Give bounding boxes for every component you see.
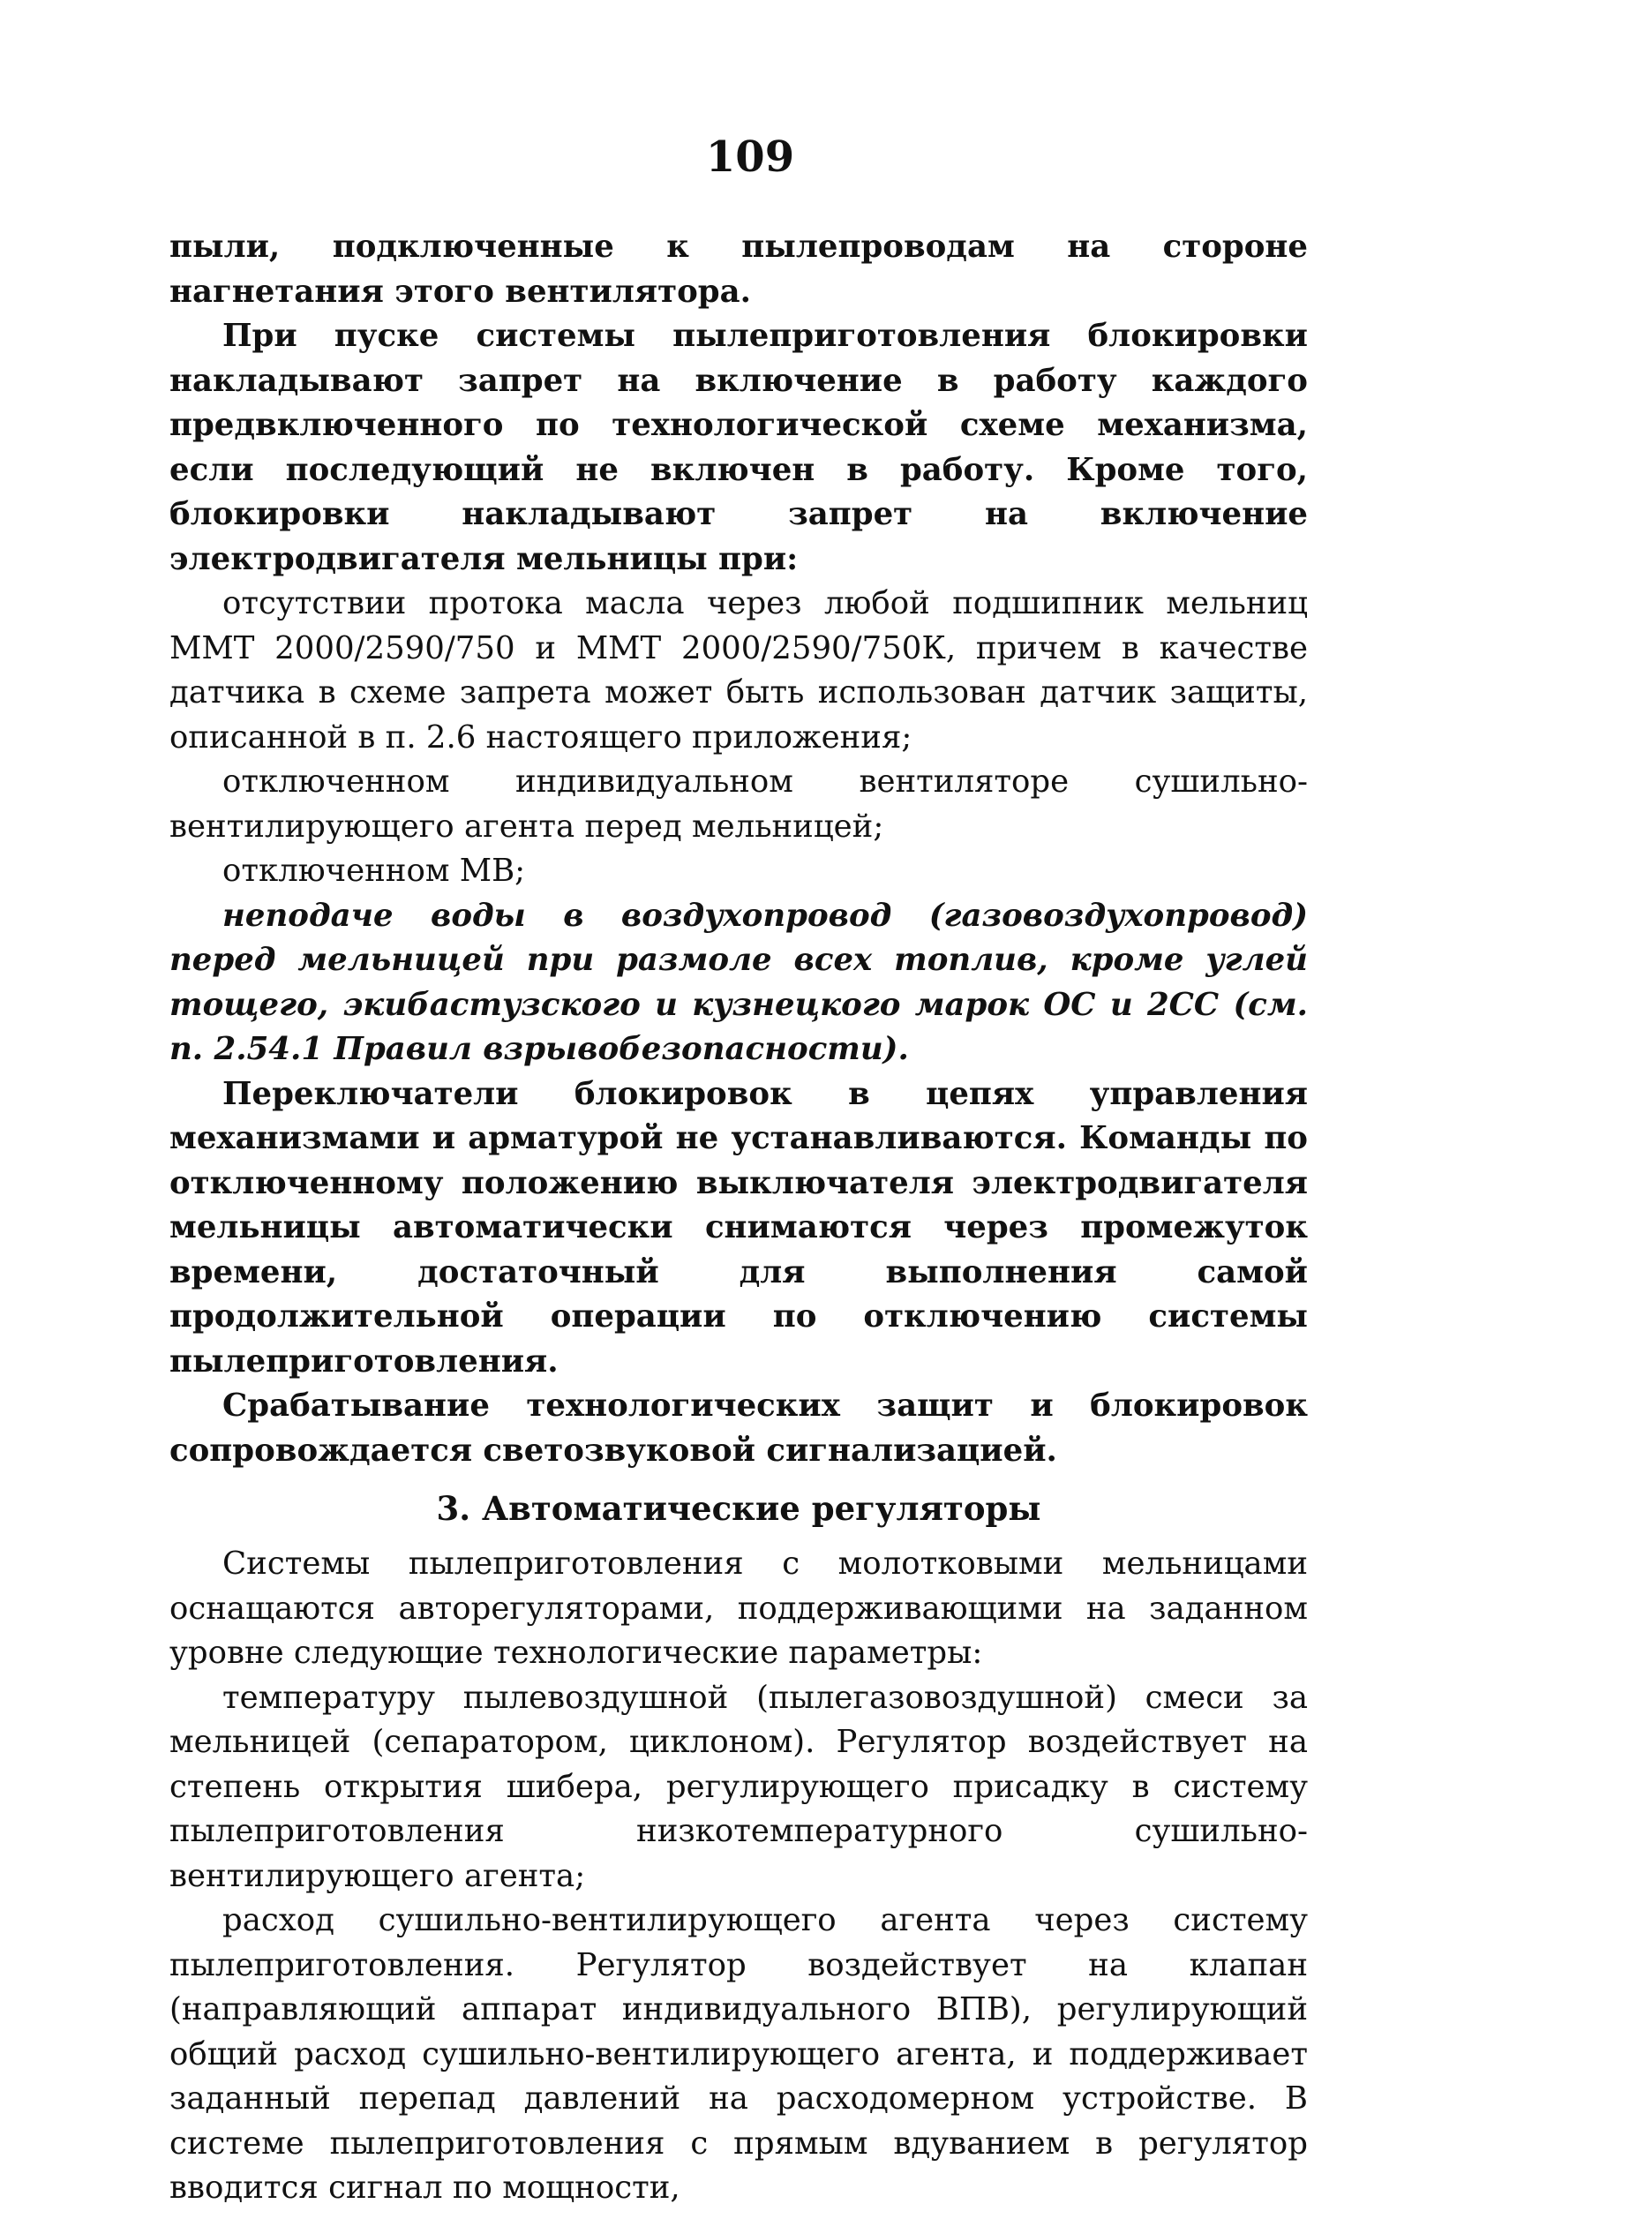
list-item: неподаче воды в воздухопровод (газовоздухопровод) перед мельницей при размоле всех топлив, кроме углей тощего, экибастузского и кузнецкого марок ОС и 2СС (см. п. 2.54.1 Правил взрывобезопасности). — [169, 897, 1308, 1067]
paragraph: Системы пылеприготовления с молотковыми мельницами оснащаются авторегуляторами, поддерживающими на заданном уровне следующие технологические параметры: — [169, 1546, 1308, 1671]
page-number: 109 — [705, 132, 795, 182]
list-item: отключенном МВ; — [222, 853, 526, 889]
list-item: температуру пылевоздушной (пылегазовоздушной) смеси за мельницей (сепаратором, циклоном). Регулятор воздействует на степень открытия шибера, регулирующего присадку в систему пылеприготовления низкотемпературного сушильно-вентилирующего агента; — [169, 1679, 1308, 1894]
paragraph: Переключатели блокировок в цепях управления механизмами и арматурой не устанавливаются. Команды по отключенному положению выключателя электродвигателя мельницы автоматически снимаются через промежуток времени, достаточный для выполнения самой продолжительной операции по отключению системы пылеприготовления. — [169, 1075, 1308, 1380]
list-item: отключенном индивидуальном вентиляторе сушильно-вентилирующего агента перед мельницей; — [169, 763, 1308, 845]
paragraph: пыли, подключенные к пылепроводам на стороне нагнетания этого вентилятора. — [169, 229, 1308, 310]
list-item: отсутствии протока масла через любой подшипник мельниц ММТ 2000/2590/750 и ММТ 2000/2590/750К, причем в качестве датчика в схеме запрета может быть использован датчик защиты, описанной в п. 2.6 настоящего приложения; — [169, 585, 1308, 756]
paragraph: При пуске системы пылеприготовления блокировки накладывают запрет на включение в работу каждого предвключенного по технологической схеме механизма, если последующий не включен в работу. Кроме того, блокировки накладывают запрет на включение электродвигателя мельницы при: — [169, 318, 1308, 577]
paragraph: Срабатывание технологических защит и блокировок сопровождается светозвуковой сигнализацией. — [169, 1388, 1308, 1469]
section-heading: 3. Автоматические регуляторы — [436, 1489, 1041, 1528]
list-item: расход сушильно-вентилирующего агента через систему пылеприготовления. Регулятор воздействует на клапан (направляющий аппарат индивидуального ВПВ), регулирующий общий расход сушильно-вентилирующего агента, и поддерживает заданный перепад давлений на расходомерном устройстве. В системе пылеприготовления с прямым вдуванием в регулятор вводится сигнал по мощности, — [169, 1902, 1308, 2206]
body-text — [169, 225, 1308, 2211]
